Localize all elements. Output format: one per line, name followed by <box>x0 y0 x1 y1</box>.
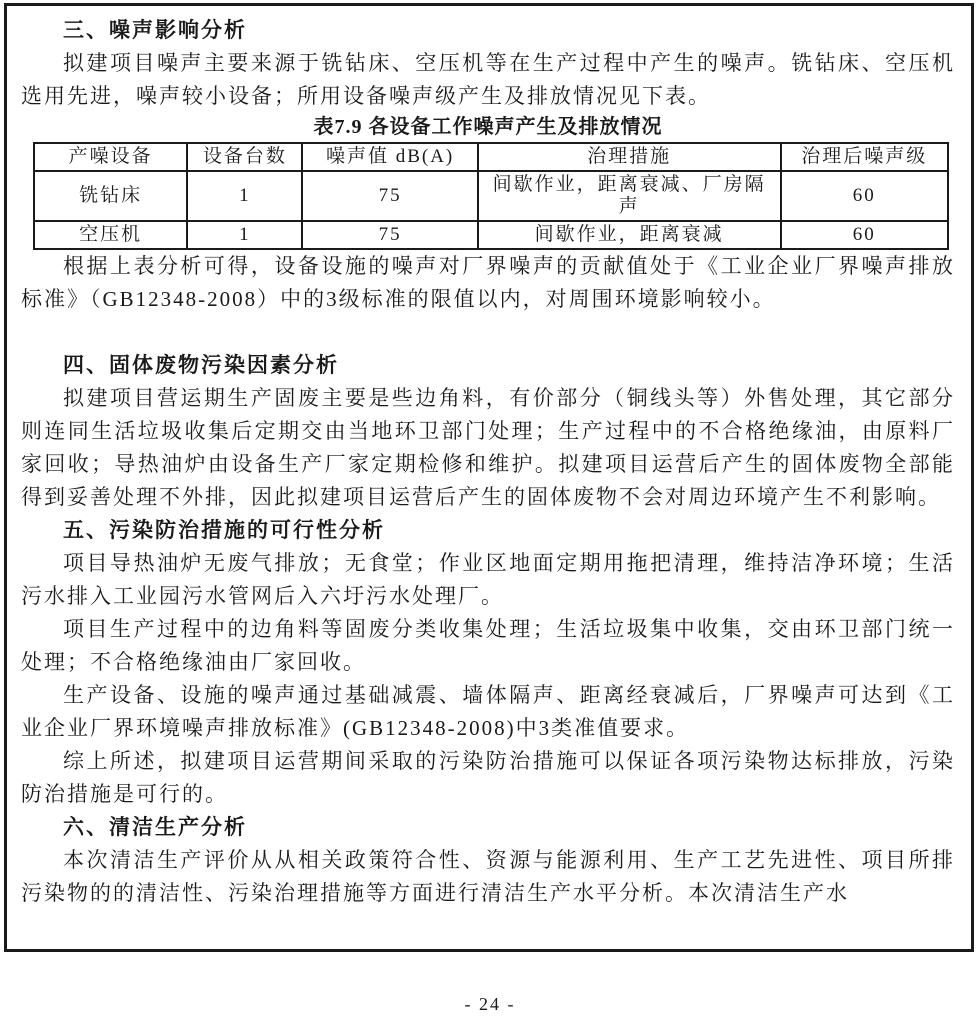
table-cell: 间歇作业，距离衰减 <box>478 221 781 249</box>
table-cell: 空压机 <box>34 221 187 249</box>
table-cell: 1 <box>187 171 302 221</box>
table-header-cell: 噪声值 dB(A) <box>302 143 478 171</box>
table-header-cell: 产噪设备 <box>34 143 187 171</box>
paragraph-clean-production: 本次清洁生产评价从从相关政策符合性、资源与能源利用、生产工艺先进性、项目所排污染物的的清洁性、污染治理措施等方面进行清洁生产水平分析。本次清洁生产水 <box>21 848 955 905</box>
table-header-cell: 设备台数 <box>187 143 302 171</box>
table-cell: 1 <box>187 221 302 249</box>
heading-solid-waste-analysis: 四、固体废物污染因素分析 <box>63 353 339 377</box>
table-title: 表7.9 各设备工作噪声产生及排放情况 <box>313 116 663 138</box>
heading-noise-impact-analysis: 三、噪声影响分析 <box>63 18 247 42</box>
table-cell: 间歇作业，距离衰减、厂房隔声 <box>478 171 781 221</box>
table-cell: 75 <box>302 171 478 221</box>
table-cell: 铣钻床 <box>34 171 187 221</box>
table-header-row <box>34 143 948 171</box>
heading-clean-production-analysis: 六、清洁生产分析 <box>63 815 247 839</box>
table-header-cell: 治理措施 <box>478 143 781 171</box>
table-cell: 75 <box>302 221 478 249</box>
paragraph-solid-waste-measures: 项目生产过程中的边角料等固废分类收集处理；生活垃圾集中收集，交由环卫部门统一处理；不合格绝缘油由厂家回收。 <box>21 617 955 674</box>
table-header-cell: 治理后噪声级 <box>781 143 949 171</box>
table-cell: 60 <box>781 221 949 249</box>
paragraph-solid-waste: 拟建项目营运期生产固废主要是些边角料，有价部分（铜线头等）外售处理，其它部分则连同生活垃圾收集后定期交由当地环卫部门处理；生产过程中的不合格绝缘油，由原料厂家回收；导热油炉由设备生产厂家定期检修和维护。拟建项目运营后产生的固体废物全部能得到妥善处理不外排，因此拟建项目运营后产生的固体废物不会对周边环境产生不利影响。 <box>21 386 955 509</box>
paragraph-noise-conclusion: 根据上表分析可得，设备设施的噪声对厂界噪声的贡献值处于《工业企业厂界噪声排放标准》（GB12348-2008）中的3级标准的限值以内，对周围环境影响较小。 <box>21 254 955 311</box>
heading-pollution-control-feasibility: 五、污染防治措施的可行性分析 <box>63 518 385 542</box>
paragraph-wastewater-measures: 项目导热油炉无废气排放；无食堂；作业区地面定期用拖把清理，维持洁净环境；生活污水排入工业园污水管网后入六圩污水处理厂。 <box>21 551 955 608</box>
noise-equipment-table <box>33 142 949 250</box>
blank-line <box>21 316 955 349</box>
page-number: - 24 - <box>464 994 516 1014</box>
paragraph-noise-sources: 拟建项目噪声主要来源于铣钻床、空压机等在生产过程中产生的噪声。铣钻床、空压机选用先进，噪声较小设备；所用设备噪声级产生及排放情况见下表。 <box>21 51 955 108</box>
document-frame <box>4 3 974 952</box>
table-row <box>34 171 948 221</box>
table-cell: 60 <box>781 171 949 221</box>
table-row <box>34 221 948 249</box>
paragraph-noise-measures: 生产设备、设施的噪声通过基础减震、墙体隔声、距离经衰减后，厂界噪声可达到《工业企业厂界环境噪声排放标准》(GB12348-2008)中3类准值要求。 <box>21 683 955 740</box>
paragraph-feasibility-conclusion: 综上所述，拟建项目运营期间采取的污染防治措施可以保证各项污染物达标排放，污染防治措施是可行的。 <box>21 749 955 806</box>
